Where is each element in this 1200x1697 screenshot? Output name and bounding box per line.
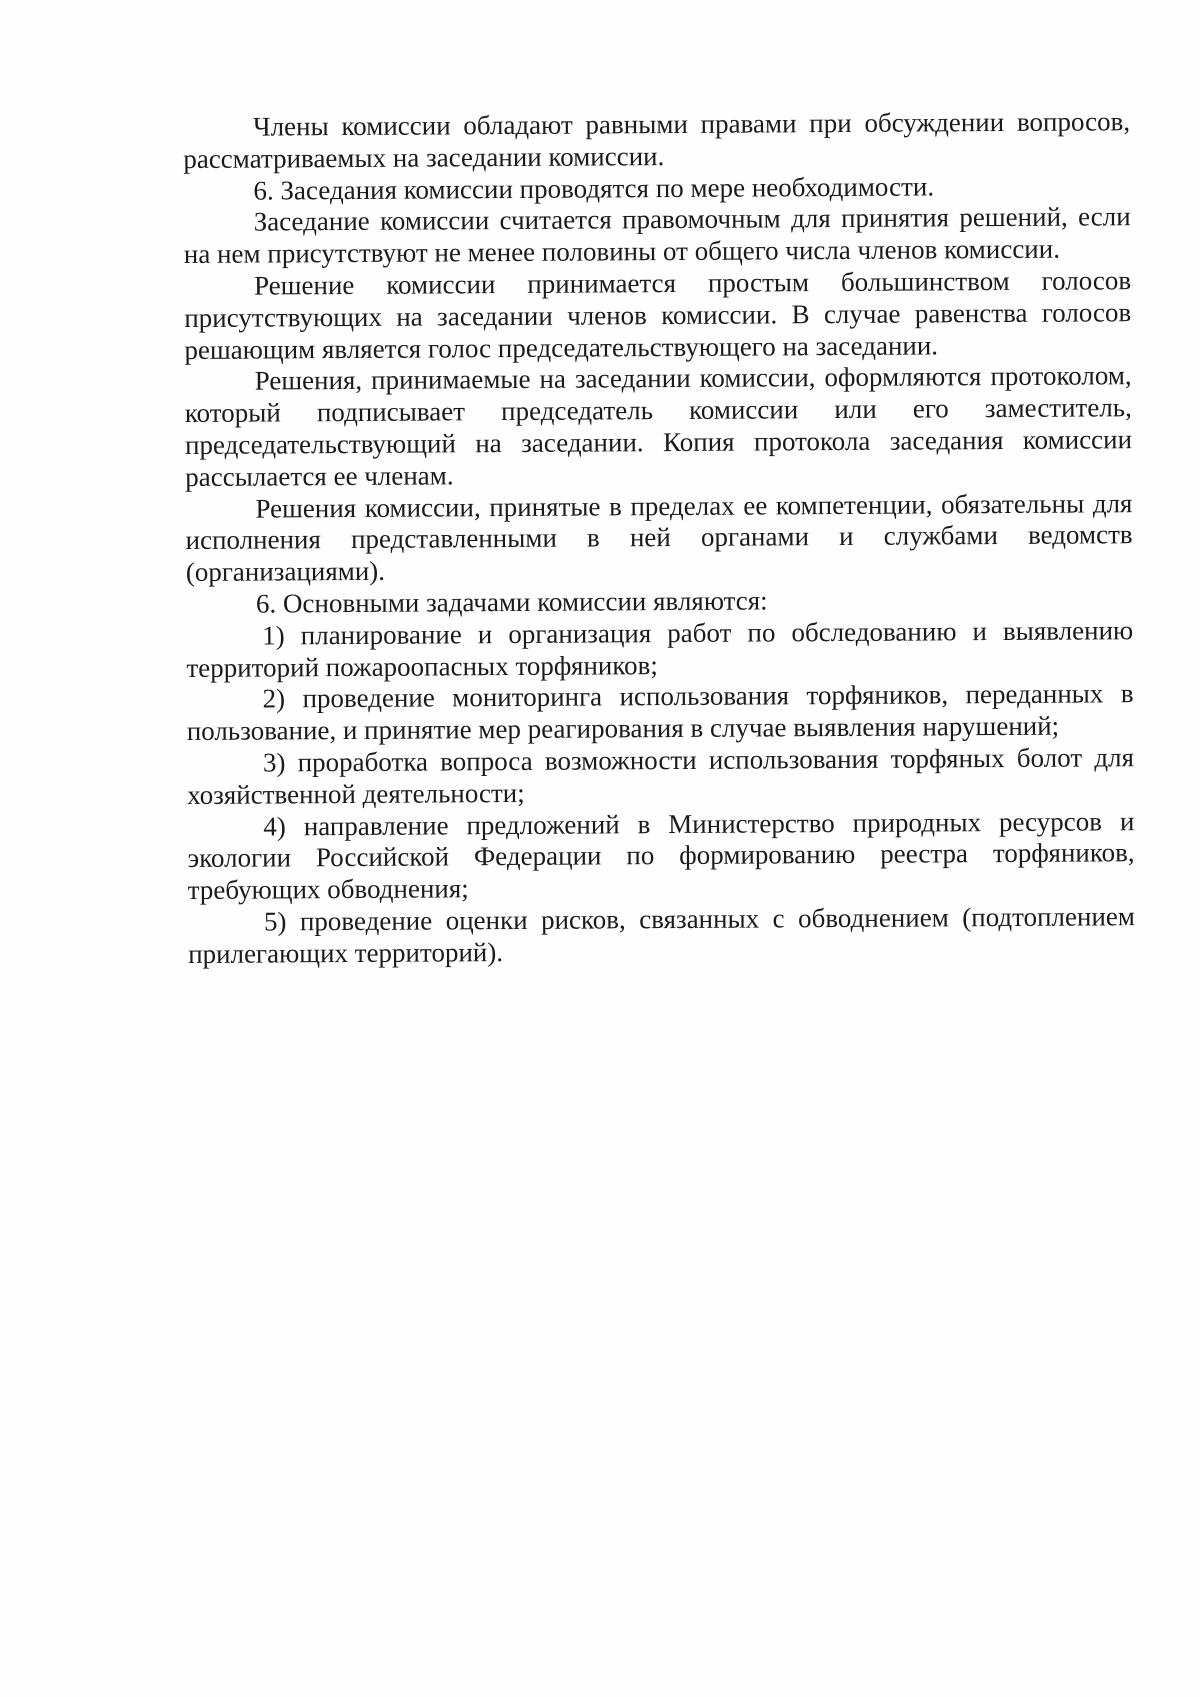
paragraph-voting: Решение комиссии принимается простым большинством голосов присутствующих на заседании членов комиссии. В случае равенства голосов решающим является голос председательствующего на заседании. (184, 265, 1132, 365)
list-item-task-1: 1) планирование и организация работ по обследованию и выявлению территорий пожароопасных торфяников; (186, 614, 1134, 683)
paragraph-meetings-frequency: 6. Заседания комиссии проводятся по мере необходимости. (253, 171, 935, 206)
paragraph-members-rights: Члены комиссии обладают равными правами при обсуждении вопросов, рассматриваемых на заседании комиссии. (183, 106, 1131, 174)
paragraph-quorum: Заседание комиссии считается правомочным для принятия решений, если на нем присутствуют не менее половины от общего числа членов комиссии. (183, 201, 1131, 270)
paragraph-tasks-heading: 6. Основными задачами комиссии являются: (255, 585, 768, 619)
paragraph-binding-decisions: Решения комиссии, принятые в пределах ее компетенции, обязательны для исполнения представленными в ней органами и службами ведомств (организациями). (185, 487, 1133, 588)
document-body (183, 106, 1135, 970)
list-item-task-3: 3) проработка вопроса возможности использования торфяных болот для хозяйственной деятельности; (187, 742, 1135, 810)
list-item-task-5: 5) проведение оценки рисков, связанных с обводнением (подтоплением прилегающих территорий). (188, 901, 1136, 969)
list-item-task-4: 4) направление предложений в Министерство природных ресурсов и экологии Российской Федерации по формированию реестра торфяников, требующих обводнения; (187, 805, 1135, 906)
list-item-task-2: 2) проведение мониторинга использования торфяников, переданных в пользование, и принятие мер реагирования в случае выявления нарушений; (186, 678, 1134, 747)
paragraph-protocol: Решения, принимаемые на заседании комиссии, оформляются протоколом, который подписывает председатель комиссии или его заместитель, председательствующий на заседании. Копия протокола заседания комиссии рассылается ее членам. (184, 360, 1133, 492)
